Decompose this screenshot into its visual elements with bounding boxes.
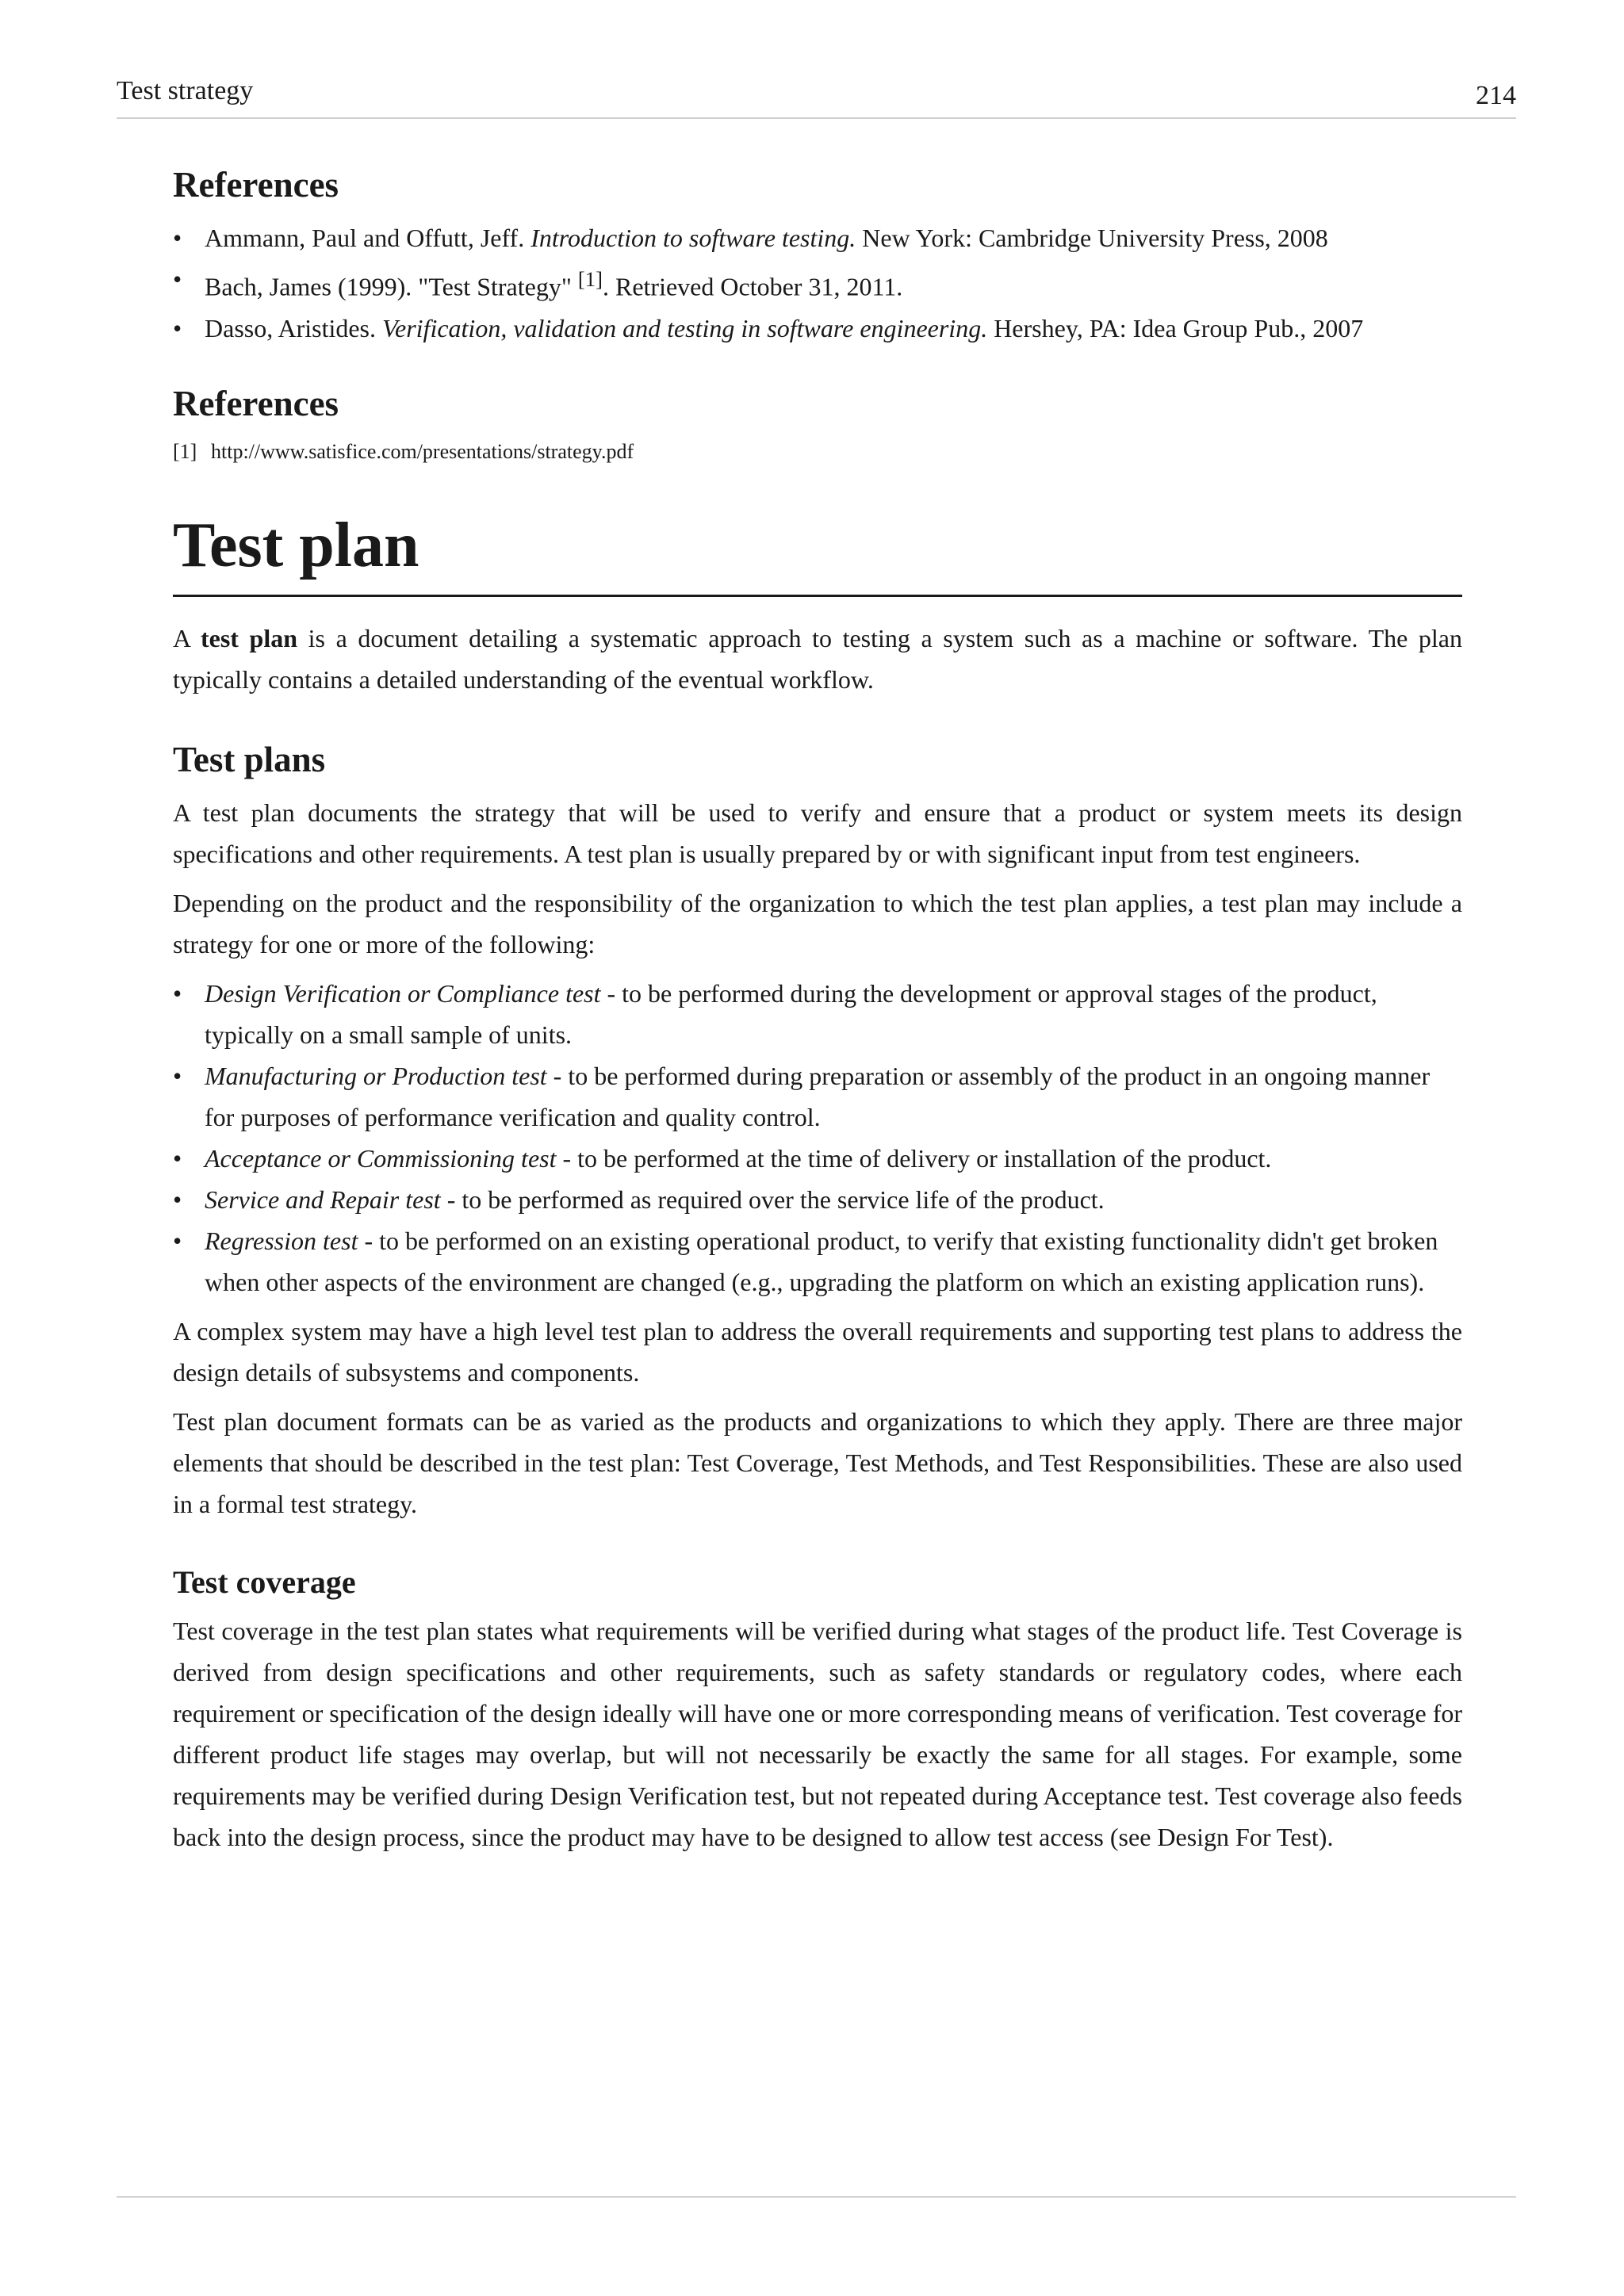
reference-item: • Dasso, Aristides. Verification, validation and testing in software engineering. Hershey, PA: Idea Group Pub., 2007 <box>173 308 1462 349</box>
paragraph: A complex system may have a high level test plan to address the overall requirements and supporting test plans to address the design details of subsystems and components. <box>173 1316 1462 1387</box>
running-title: Test strategy <box>117 76 254 105</box>
term-bold: test plan <box>200 623 298 652</box>
list-item: • Acceptance or Commissioning test - to be performed at the time of delivery or installation of the product. <box>173 1138 1462 1179</box>
page-content <box>173 163 1462 1866</box>
test-types-list <box>173 973 1462 1303</box>
list-term: Manufacturing or Production test <box>205 1061 547 1090</box>
paragraph: Depending on the product and the responsibility of the organization to which the test plan applies, a test plan may include a strategy for one or more of the following: <box>173 888 1462 959</box>
footnote-number: [1] <box>173 439 197 463</box>
list-term: Regression test <box>205 1226 358 1255</box>
list-term: Service and Repair test <box>205 1184 441 1214</box>
chapter-title: Test plan <box>173 506 1462 597</box>
list-item: • Manufacturing or Production test - to be performed during preparation or assembly of the product in an ongoing manner for purposes of performance verification and quality control. <box>173 1055 1462 1138</box>
references-heading: References <box>173 165 339 205</box>
list-term: Acceptance or Commissioning test <box>205 1143 557 1173</box>
list-item: • Design Verification or Compliance test - to be performed during the development or approval stages of the product, typically on a small sample of units. <box>173 973 1462 1055</box>
list-item: • Service and Repair test - to be performed as required over the service life of the product. <box>173 1179 1462 1220</box>
reference-item: • Ammann, Paul and Offutt, Jeff. Introduction to software testing. New York: Cambridge University Press, 2008 <box>173 217 1462 258</box>
reference-title: Introduction to software testing. <box>530 224 856 252</box>
section-heading-test-coverage: Test coverage <box>173 1563 356 1600</box>
section-heading-test-plans: Test plans <box>173 739 326 779</box>
list-item: • Regression test - to be performed on an existing operational product, to verify that existing functionality didn't get broken when other aspects of the environment are changed (e.g., upgrading the platform on which an existing application runs). <box>173 1220 1462 1303</box>
references-list <box>173 217 1462 349</box>
running-header <box>117 76 1516 119</box>
footnote-link[interactable]: [1] <box>577 267 603 291</box>
chapter-intro: A test plan is a document detailing a systematic approach to testing a system such as a machine or software. The plan typically contains a detailed understanding of the eventual workflow. <box>173 623 1463 694</box>
footer-rule <box>117 2196 1516 2198</box>
reference-title: Verification, validation and testing in software engineering. <box>382 313 988 342</box>
page-number: 214 <box>1476 81 1516 110</box>
notes-heading: References <box>173 383 339 423</box>
footnote-entry <box>173 436 1462 468</box>
list-term: Design Verification or Compliance test <box>205 978 601 1008</box>
paragraph: Test coverage in the test plan states what requirements will be verified during what stages of the product life. Test Coverage is derived from design specifications and other requirements, such as safety standards or regulatory codes, where each requirement or specification of the design ideally will have one or more corresponding means of verification. Test coverage for different product life stages may overlap, but will not necessarily be exactly the same for all stages. For example, some requirements may be verified during Design Verification test, but not repeated during Acceptance test. Test coverage also feeds back into the design process, since the product may have to be designed to allow test access (see Design For Test). <box>173 1616 1462 1851</box>
paragraph: A test plan documents the strategy that will be used to verify and ensure that a product or system meets its design specifications and other requirements. A test plan is usually prepared by or with significant input from test engineers. <box>173 798 1462 868</box>
reference-item: • Bach, James (1999). "Test Strategy" [1]. Retrieved October 31, 2011. <box>173 258 1462 308</box>
paragraph: Test plan document formats can be as varied as the products and organizations to which they apply. There are three major elements that should be described in the test plan: Test Coverage, Test Methods, and Test Responsibilities. These are also used in a formal test strategy. <box>173 1406 1462 1518</box>
footnote-url[interactable]: http://www.satisfice.com/presentations/strategy.pdf <box>211 439 634 463</box>
